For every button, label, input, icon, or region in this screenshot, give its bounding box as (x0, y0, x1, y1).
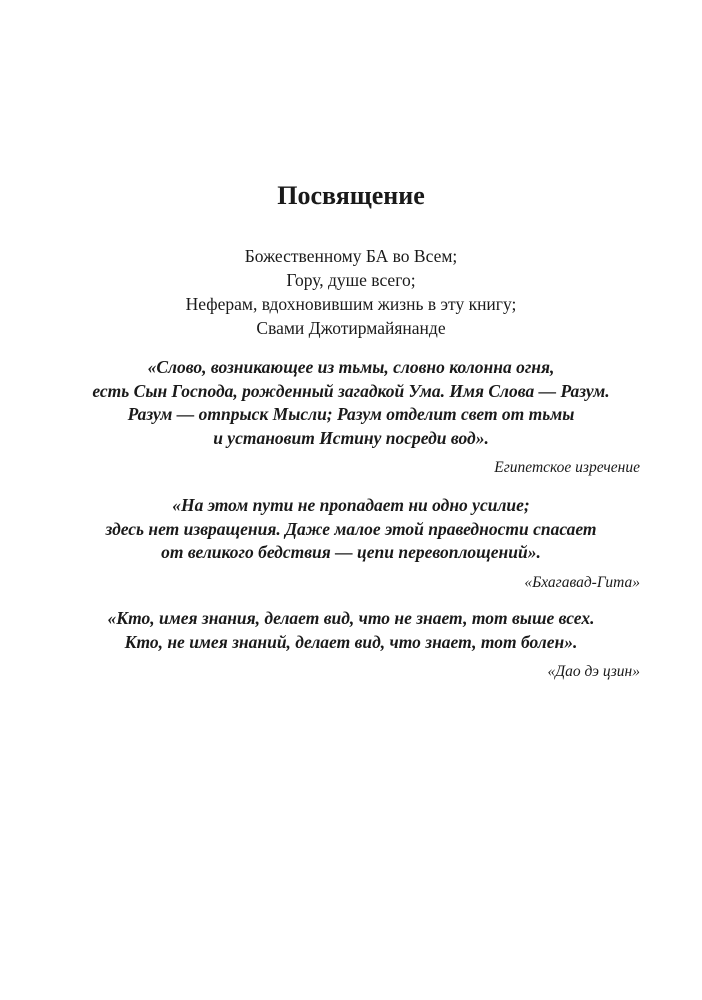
epigraph-quote-line: есть Сын Господа, рожденный загадкой Ума. Имя Слова — Разум. (92, 380, 610, 401)
dedication-line: Свами Джотирмайянанде (256, 318, 446, 338)
epigraph-quote-line: Разум — отпрыск Мысли; Разум отделит свет от тьмы (127, 404, 575, 424)
epigraph-quote-line: от великого бедствия — цепи перевоплощений». (161, 542, 541, 562)
epigraph-quote (60, 607, 642, 654)
epigraph-quote-line: «На этом пути не пропадает ни одно усилие; (172, 495, 530, 515)
dedication-line: Божественному БА во Всем; (244, 246, 458, 266)
epigraph-bhagavad-gita (60, 494, 642, 594)
epigraph-quote-line: здесь нет извращения. Даже малое этой праведности спасает (105, 518, 597, 539)
epigraph-quote-line: «Кто, имея знания, делает вид, что не знает, тот выше всех. (107, 608, 595, 628)
epigraph-egyptian (60, 356, 642, 479)
epigraph-source: «Бхагавад-Гита» (524, 573, 640, 591)
epigraph-tao-te-ching (60, 607, 642, 683)
epigraph-quote-line: Кто, не имея знаний, делает вид, что знает, тот болен». (124, 631, 578, 652)
epigraph-quote-line: «Слово, возникающее из тьмы, словно колонна огня, (147, 357, 555, 377)
dedication-line: Гору, душе всего; (286, 270, 416, 290)
page-title: Посвящение (277, 181, 425, 210)
epigraph-quote (60, 356, 642, 450)
epigraph-quote-line: и установит Истину посреди вод». (213, 427, 489, 448)
epigraph-quote (60, 494, 642, 565)
dedication-block (0, 244, 702, 340)
epigraph-source: «Дао дэ цзин» (547, 663, 640, 680)
dedication-line: Неферам, вдохновившим жизнь в эту книгу; (185, 294, 517, 314)
epigraph-source: Египетское изречение (494, 459, 640, 476)
